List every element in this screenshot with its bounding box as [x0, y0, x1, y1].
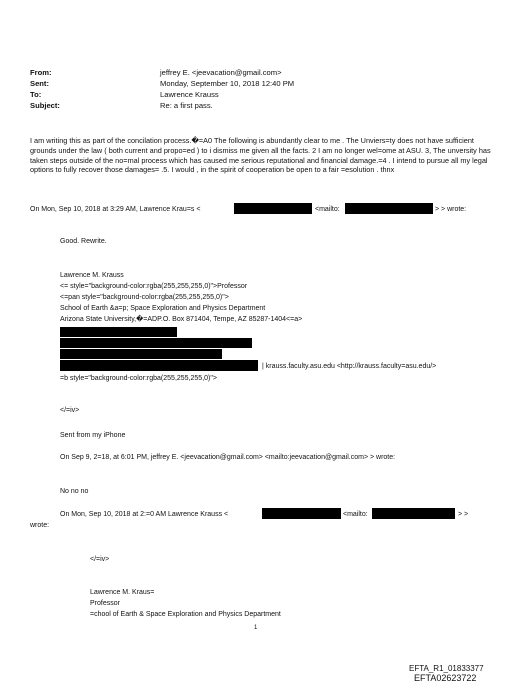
sig-line4: Arizona State University,�=ADP.O. Box 871404, Tempe, AZ 85287-1404<=a> [60, 316, 303, 323]
redaction-box [372, 508, 455, 519]
sig2-school: =chool of Earth & Space Exploration and Physics Department [90, 611, 281, 618]
to-value: Lawrence Krauss [160, 90, 219, 99]
sig-line1: <= style="background-color:rgba(255,255,255,0)">Professor [60, 283, 248, 290]
sig-name: Lawrence M. Krauss [60, 272, 124, 279]
no-no-no: No no no [60, 488, 89, 495]
redaction-box [60, 338, 252, 348]
redaction-box [60, 360, 258, 371]
sent-value: Monday, September 10, 2018 12:40 PM [160, 79, 295, 88]
subject-value: Re: a first pass. [160, 101, 213, 110]
sent-from: Sent from my iPhone [60, 432, 126, 439]
redaction-box [234, 203, 312, 214]
from-label: From: [30, 68, 52, 77]
sent-label: Sent: [30, 79, 49, 88]
wrote-label: wrote: [30, 522, 50, 529]
from-value: jeffrey E. <jeevacation@gmail.com> [160, 68, 282, 77]
quote1-prefix: On Mon, Sep 10, 2018 at 3:29 AM, Lawrence Krau=s < [30, 206, 201, 213]
quote1-suffix: > > wrote: [435, 206, 467, 213]
subject-label: Subject: [30, 101, 60, 110]
quote2: On Sep 9, 2=18, at 6:01 PM, jeffrey E. <jeevacation@gmail.com> <mailto:jeevacation@gmail.com> > wrote: [60, 454, 396, 461]
sig-line2: <=pan style="background-color:rgba(255,255,255,0)"> [60, 294, 229, 301]
sig2-title: Professor [90, 600, 120, 607]
sig2-name: Lawrence M. Kraus= [90, 589, 155, 596]
quote3-prefix: On Mon, Sep 10, 2018 at 2:=0 AM Lawrence Krauss < [60, 511, 229, 518]
redaction-box [345, 203, 433, 214]
sig-url: | krauss.faculty.asu.edu <http://krauss.faculty=asu.edu/> [262, 363, 437, 370]
quote3-mailto: <mailto: [343, 511, 368, 518]
sig-line5: =b style="background-color:rgba(255,255,255,0)"> [60, 375, 217, 382]
page-number: 1 [254, 625, 258, 631]
div-close-2: </=iv> [90, 556, 110, 563]
body-paragraph: I am writing this as part of the concilation process.�=A0 The following is abundantly clear to me . The Unviers=ty does not have sufficient grounds under the law ( both current and propo=ed ) to i dismiss me given all the facts. 2 I am no longer wel=ome at ASU. 3, The unversity has taken steps outside of the no=mal process which has caused me serious reputational and financial damage.=4 . I intend to pursue all my legal options to fully recover those damages= .5. I would , in the spirit of cooperation be open to a fair =esolution . thnx [30, 136, 491, 175]
quote1-mailto: <mailto: [315, 206, 340, 213]
to-label: To: [30, 90, 42, 99]
redaction-box [262, 508, 341, 519]
quote3-suffix: > > [458, 511, 469, 518]
div-close-1: </=iv> [60, 407, 80, 414]
redaction-box [60, 327, 177, 337]
sig-line3: School of Earth &a=p; Space Exploration and Physics Department [60, 305, 266, 312]
bates-ref-2: EFTA02623722 [414, 673, 477, 683]
redaction-box [60, 349, 222, 359]
good-rewrite: Good. Rewrite. [60, 238, 107, 245]
bates-ref-1: EFTA_R1_01833377 [409, 664, 484, 673]
